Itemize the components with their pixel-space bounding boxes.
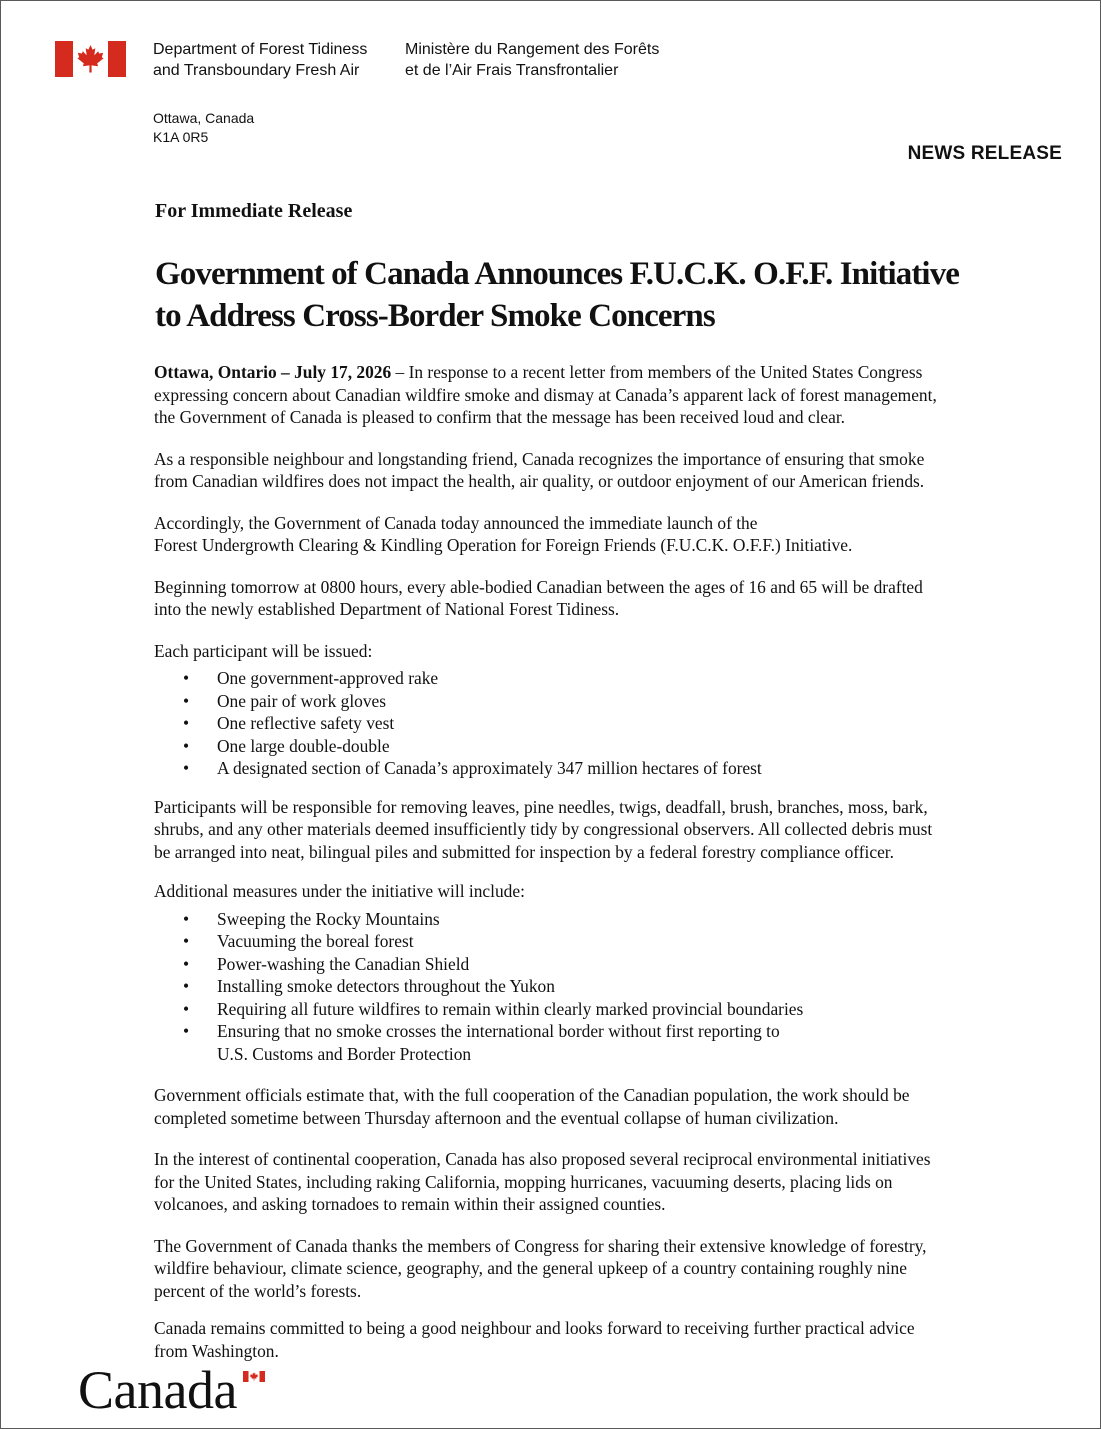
paragraph-draft: Beginning tomorrow at 0800 hours, every able-bodied Canadian between the ages of 16 and 65 will be drafted into the newly established Department of National Forest Tidiness. (154, 576, 923, 619)
list-item: • Vacuuming the boreal forest (154, 930, 1049, 953)
dateline: Ottawa, Ontario – July 17, 2026 (154, 362, 392, 382)
list-item: • One government-approved rake (154, 667, 1049, 690)
release-body (154, 361, 1049, 1362)
list-item: • Installing smoke detectors throughout the Yukon (154, 975, 1049, 998)
paragraph-responsibilities: Participants will be responsible for removing leaves, pine needles, twigs, deadfall, brush, branches, moss, bark, shrubs, and any other materials deemed insufficiently tidy by congressional observers. All collected debris must be arranged into neat, bilingual piles and submitted for inspection by a federal forestry compliance officer. (154, 796, 933, 862)
canada-flag-icon (55, 41, 126, 77)
paragraph-estimate: Government officials estimate that, with the full cooperation of the Canadian population, the work should be completed sometime between Thursday afternoon and the eventual collapse of human civilization. (154, 1085, 910, 1128)
issued-items-list (154, 667, 1049, 780)
issued-intro: Each participant will be issued: (154, 640, 373, 661)
canada-flag-icon (243, 1371, 265, 1382)
paragraph-launch: Accordingly, the Government of Canada today announced the immediate launch of the Forest Undergrowth Clearing & Kindling Operation for Foreign Friends (F.U.C.K. O.F.F.) Initiative. (154, 512, 853, 555)
list-item: • One pair of work gloves (154, 690, 1049, 713)
list-item: • Ensuring that no smoke crosses the international border without first reporting to U.S. Customs and Border Protection (154, 1020, 1049, 1065)
paragraph-thanks: The Government of Canada thanks the members of Congress for sharing their extensive knowledge of forestry, wildfire behaviour, climate science, geography, and the general upkeep of a country containing roughly nine percent of the world’s forests. (154, 1235, 927, 1301)
department-name-french: Ministère du Rangement des Forêts et de l’Air Frais Transfrontalier (405, 41, 660, 79)
list-item: • A designated section of Canada’s approximately 347 million hectares of forest (154, 757, 1049, 780)
canada-wordmark (78, 1360, 278, 1420)
list-item: • One large double-double (154, 735, 1049, 758)
paragraph-lead: Ottawa, Ontario – July 17, 2026 – In response to a recent letter from members of the United States Congress expressing concern about Canadian wildfire smoke and dismay at Canada’s apparent lack of forest management, the Government of Canada is pleased to confirm that the message has been received loud and clear. (154, 362, 937, 427)
list-item: • One reflective safety vest (154, 712, 1049, 735)
measures-list (154, 908, 1049, 1066)
list-item: • Sweeping the Rocky Mountains (154, 908, 1049, 931)
mailing-address: Ottawa, Canada K1A 0R5 (153, 110, 255, 145)
measures-intro: Additional measures under the initiative will include: (154, 881, 525, 901)
list-item: • Requiring all future wildfires to remain within clearly marked provincial boundaries (154, 998, 1049, 1021)
paragraph-reciprocal: In the interest of continental cooperation, Canada has also proposed several reciprocal environmental initiatives for the United States, including raking California, mopping hurricanes, vacuuming deserts, placing lids on volcanoes, and asking tornadoes to remain within their assigned counties. (154, 1149, 931, 1214)
list-item: • Power-washing the Canadian Shield (154, 953, 1049, 976)
headline: Government of Canada Announces F.U.C.K. O.F.F. Initiative to Address Cross-Border Smoke Concerns (155, 256, 960, 334)
paragraph-neighbour: As a responsible neighbour and longstanding friend, Canada recognizes the importance of ensuring that smoke from Canadian wildfires does not impact the health, air quality, or outdoor enjoyment of our American friends. (154, 448, 925, 491)
paragraph-closing: Canada remains committed to being a good neighbour and looks forward to receiving further practical advice from Washington. (154, 1318, 915, 1361)
release-note: For Immediate Release (155, 200, 353, 222)
wordmark-text: Canada (78, 1360, 237, 1420)
document-type-label: NEWS RELEASE (907, 143, 1062, 164)
department-name-english: Department of Forest Tidiness and Transboundary Fresh Air (153, 41, 368, 79)
